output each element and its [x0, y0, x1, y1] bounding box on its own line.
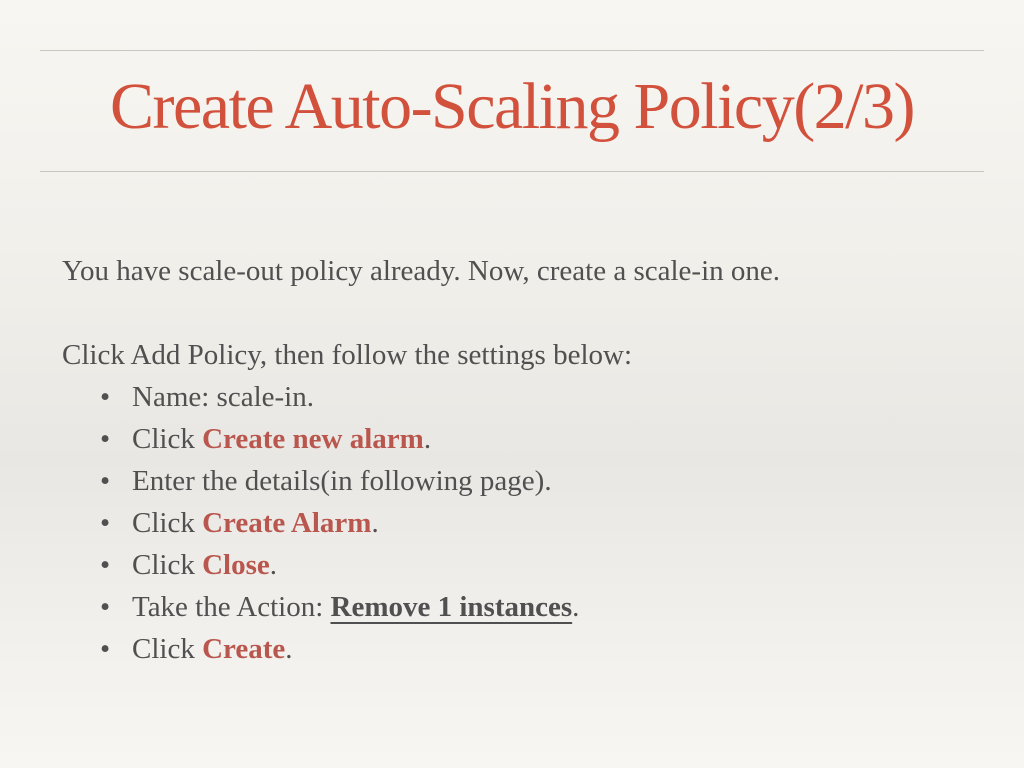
step-text: Name: scale-in.: [132, 381, 314, 413]
bullet-icon: •: [100, 591, 111, 623]
step-create-alarm: [100, 502, 992, 544]
step-suffix: .: [371, 507, 379, 539]
intro-text: You have scale-out policy already. Now, create a scale-in one.: [62, 255, 781, 287]
step-suffix: .: [285, 633, 293, 665]
step-text: Enter the details(in following page).: [132, 465, 552, 497]
step-text: Click: [132, 507, 203, 539]
step-highlight: Create: [202, 633, 286, 665]
step-text: Click: [132, 423, 203, 455]
step-create-new-alarm: [100, 418, 992, 460]
slide-title: Create Auto-Scaling Policy(2/3): [110, 70, 914, 143]
bullet-icon: •: [100, 507, 111, 539]
step-text: Take the Action:: [132, 591, 331, 623]
step-text: Click: [132, 549, 203, 581]
slide-body: [62, 250, 992, 670]
step-suffix: .: [269, 549, 278, 581]
top-divider: [40, 50, 984, 51]
bullet-icon: •: [100, 465, 111, 497]
bottom-divider: [40, 171, 984, 172]
step-suffix: .: [572, 591, 580, 623]
bullet-icon: •: [100, 633, 111, 665]
steps-list: [62, 376, 992, 670]
bullet-icon: •: [100, 423, 111, 455]
step-highlight: Close: [202, 549, 270, 581]
step-close: [100, 544, 992, 586]
lead-text: Click Add Policy, then follow the settings below:: [62, 339, 633, 371]
step-underlined-action: Remove 1 instances: [330, 591, 573, 623]
step-highlight: Create new alarm: [202, 423, 424, 455]
step-take-action: [100, 586, 992, 628]
bullet-icon: •: [100, 381, 111, 413]
step-highlight: Create Alarm: [202, 507, 372, 539]
step-text: Click: [132, 633, 203, 665]
step-suffix: .: [423, 423, 432, 455]
step-create: [100, 628, 992, 670]
step-enter-details: [100, 460, 992, 502]
bullet-icon: •: [100, 549, 111, 581]
step-name: [100, 376, 992, 418]
